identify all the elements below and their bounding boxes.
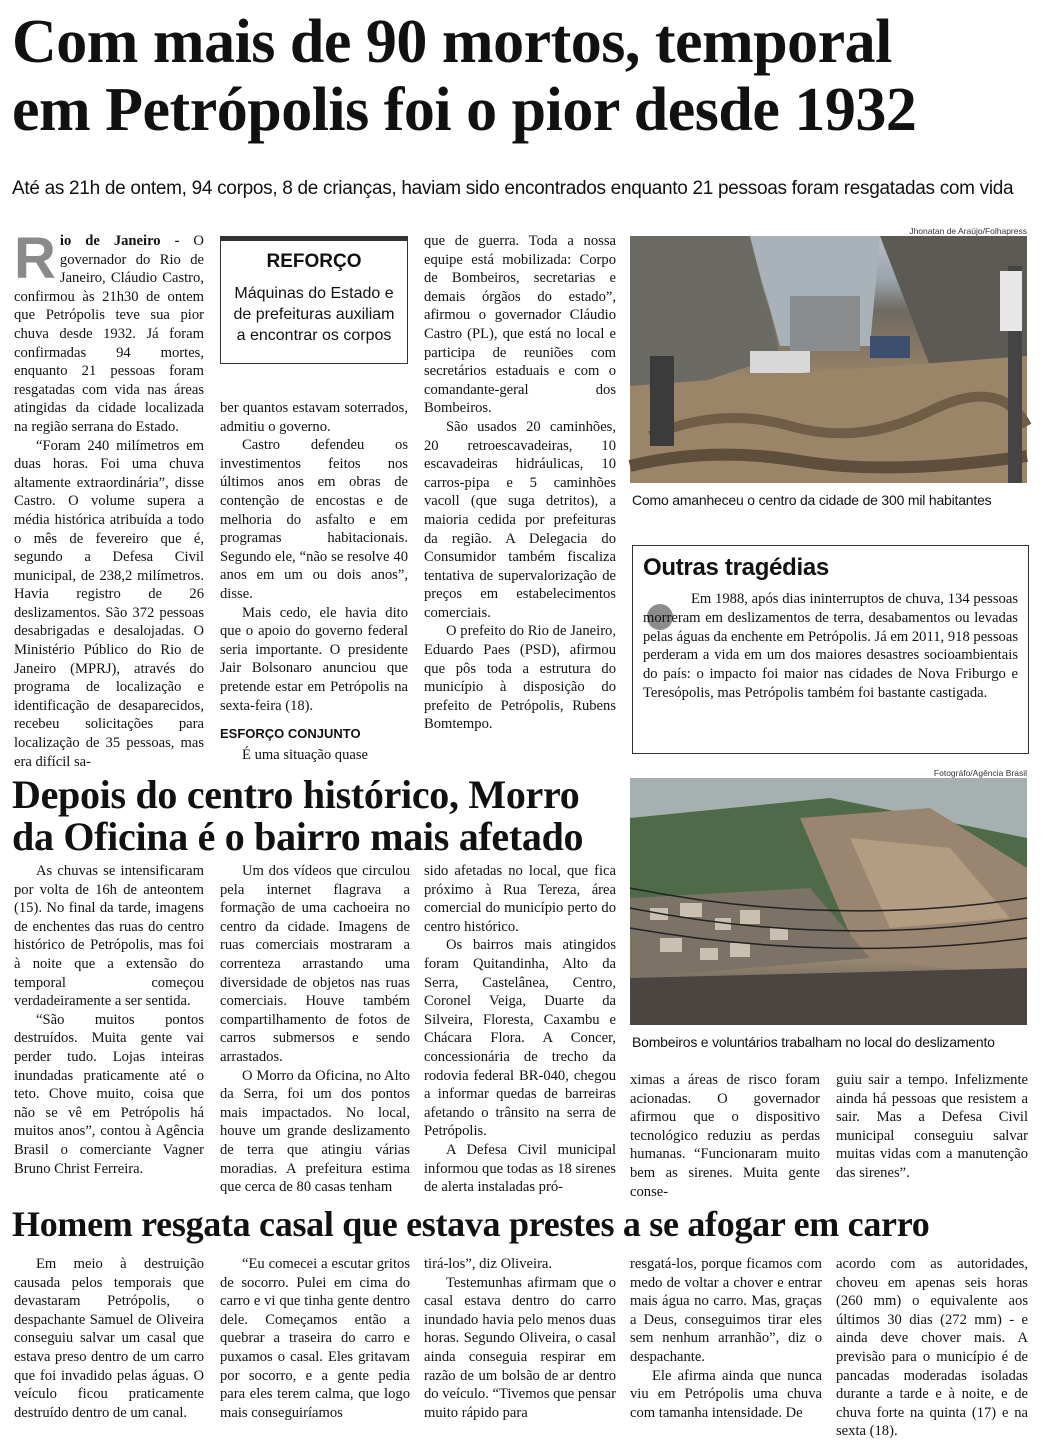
story3-paragraph: Ele afirma ainda que nunca viu em Petrópolis uma chuva com tamanha intensidade. De bbox=[630, 1367, 822, 1421]
story2-paragraph: ximas a áreas de risco foram acionadas. O governador afirmou que o dispositivo tecnológico reduziu as perdas humanas. “Funcionaram muito bem as sirenes. Muita gente conse- bbox=[630, 1072, 820, 1200]
story1-column-3 bbox=[424, 232, 616, 757]
story1-paragraph: que de guerra. Toda a nossa equipe está mobilizada: Corpo de Bombeiros, secretarias e demais órgãos do estado”, afirmou o governador Cláudio Castro (PL), que está no local e participa de reuniões com secretários estaduais e com o comandante-geral dos Bombeiros. bbox=[424, 233, 616, 417]
story2-column-5 bbox=[836, 1071, 1028, 1186]
story3-paragraph: Em meio à destruição causada pelos temporais que devastaram Petrópolis, o despachante Samuel de Oliveira conseguiu salvar um casal que estava preso dentro de um carro que foi invadido pelas águas. O veículo ficou praticamente destruído dentro de um canal. bbox=[14, 1256, 204, 1421]
story3-column-1 bbox=[14, 1255, 204, 1427]
story3-column-3 bbox=[424, 1255, 616, 1427]
story1-column-1 bbox=[14, 226, 204, 770]
story2-title-line-2: da Oficina é o bairro mais afetado bbox=[12, 814, 584, 859]
outras-title: Outras tragédias bbox=[643, 554, 829, 581]
headline-line-1: Com mais de 90 mortos, temporal bbox=[12, 8, 892, 76]
story1-paragraph: O prefeito do Rio de Janeiro, Eduardo Paes (PSD), afirmou que pôs toda a estrutura do município à disposição do prefeito de Petrópolis, Rubens Bomtempo. bbox=[424, 623, 616, 733]
story2-column-1 bbox=[14, 862, 204, 1184]
landslide-illustration bbox=[630, 778, 1027, 1025]
section-subtitle: ESFORÇO CONJUNTO bbox=[220, 726, 361, 742]
street-scene-illustration bbox=[630, 236, 1027, 483]
story1-paragraph: Castro defendeu os investimentos feitos nos últimos anos em obras de contenção de encostas e de melhoria do asfalto e em programas habitacionais. Segundo ele, “não se resolve 40 anos em um ou dois anos”, disse. bbox=[220, 437, 408, 602]
story1-lead-paragraph bbox=[14, 226, 204, 437]
story3-column-5 bbox=[836, 1255, 1028, 1440]
story3-headline bbox=[12, 1204, 1032, 1244]
story2-paragraph: “São muitos pontos destruídos. Muita gente vai perder tudo. Lojas inteiras inundadas praticamente até o teto. Chove muito, coisa que não se vê em Petrópolis há muitos anos”, contou à Agência Brasil o comerciante Vagner Bruno Christ Ferreira. bbox=[14, 1011, 204, 1177]
photo2-caption: Bombeiros e voluntários trabalham no local do deslizamento bbox=[632, 1034, 995, 1050]
story3-title: Homem resgata casal que estava prestes a se afogar em carro bbox=[12, 1204, 930, 1244]
dateline: io de Janeiro - bbox=[59, 233, 180, 249]
story1-column-2 bbox=[220, 399, 408, 763]
story2-paragraph: Os bairros mais atingidos foram Quitandinha, Alto da Serra, Castelânea, Centro, Coronel Veiga, Duarte da Silveira, Floresta, Caxambu e Chácara Flora. A Concer, concessionária de trecho da rodovia federal BR-040, chegou a informar quedas de barreiras afetando o trânsito na serra de Petrópolis. bbox=[424, 937, 616, 1140]
lead-text: O governador do Rio de Janeiro, Cláudio Castro, confirmou às 21h30 de ontem que Petrópolis teve sua pior chuva desde 1932. Já foram confirmadas 94 mortes, enquanto 21 pessoas foram resgatadas com vida nas áreas atingidas da cidade localizada na região serrana do Estado. bbox=[14, 233, 204, 435]
story2-paragraph: A Defesa Civil municipal informou que todas as 18 sirenes de alerta instaladas pró- bbox=[424, 1141, 616, 1196]
story2-paragraph: As chuvas se intensificaram por volta de 16h de anteontem (15). No final da tarde, imagens de enchentes das ruas do centro histórico de Petrópolis, mas foi à noite que a extensão do temporal começou verdadeiramente a ser sentida. bbox=[14, 863, 204, 1010]
main-headline bbox=[12, 8, 1032, 144]
story1-paragraph: “Foram 240 milímetros em duas horas. Foi uma chuva altamente extraordinária”, disse Castro. O volume supera a média histórica atribuída a todo o mês de fevereiro que é, segundo a Defesa Civil municipal, de 238,2 milímetros. Havia registro de 26 deslizamentos. São 372 pessoas desabrigadas e desalojadas. O Ministério Público do Rio de Janeiro (MPRJ), através do programa de localização e identificação de desaparecidos, recebeu solicitações para localização de 35 pessoas, mas era difícil sa- bbox=[14, 437, 204, 770]
photo-flooded-street bbox=[630, 236, 1027, 483]
photo-landslide bbox=[630, 778, 1027, 1025]
story2-paragraph: guiu sair a tempo. Infelizmente ainda há pessoas que resistem a sair. Mas a Defesa Civil municipal conseguiu salvar muitas vidas com a manutenção das sirenes”. bbox=[836, 1072, 1028, 1181]
story1-paragraph: É uma situação quase bbox=[242, 746, 369, 763]
story3-paragraph: Testemunhas afirmam que o casal estava dentro do carro inundado havia pelo menos duas horas. Segundo Oliveira, o casal ainda conseguia respirar em razão de um bolsão de ar dentro do veículo. “Tivemos que pensar muito rápido para bbox=[424, 1274, 616, 1421]
reforco-text: Máquinas do Estado e de prefeituras auxiliam a encontrar os corpos bbox=[233, 285, 395, 344]
story3-paragraph: acordo com as autoridades, choveu em apenas seis horas (260 mm) o equivalente aos últimos 30 dias (272 mm) - e ainda deve chover mais. A previsão para o município é de pancadas moderadas isoladas durante a tarde e à noite, e de chuva forte na quinta (17) e na sexta (18). bbox=[836, 1256, 1028, 1440]
dropcap: R bbox=[14, 226, 56, 291]
story3-paragraph: resgatá-los, porque ficamos com medo de voltar a chover e entrar mais água no carro. Mas, graças a Deus, conseguimos tirar eles sem nenhum arranhão”, diz o despachante. bbox=[630, 1256, 822, 1365]
story3-column-2 bbox=[220, 1255, 410, 1427]
story3-column-4 bbox=[630, 1255, 822, 1427]
story3-paragraph: “Eu comecei a escutar gritos de socorro. Pulei em cima do carro e vi que tinha gente dentro dele. Começamos então a quebrar a traseira do carro e puxamos o casal. Eles gritavam por socorro, e a gente pedia para eles terem calma, que logo mais conseguiríamos bbox=[220, 1256, 410, 1421]
story1-paragraph: São usados 20 caminhões, 20 retroescavadeiras, 10 escavadeiras hidráulicas, 10 carros-pipa e 5 caminhões vacoll (que suga detritos), a maioria cedida por prefeituras da região. A Delegacia do Consumidor também fiscaliza tentativa de supervalorização de preços em estabelecimentos comerciais. bbox=[424, 418, 616, 621]
story2-paragraph: sido afetadas no local, que fica próximo à Rua Tereza, área comercial do município perto do centro histórico. bbox=[424, 863, 616, 935]
outras-text: Em 1988, após dias ininterruptos de chuva, 134 pessoas morreram em deslizamentos de terra, desabamentos ou levadas pelas águas da enchente em Petrópolis. Já em 2011, 918 pessoas perderam a vida em um dos maiores desastres socioambientais do país: o impacto foi maior nas cidades de Nova Friburgo e Teresópolis, mas Petrópolis também foi bastante castigada. bbox=[643, 591, 1018, 701]
story2-paragraph: O Morro da Oficina, no Alto da Serra, foi um dos pontos mais impactados. No local, houve um grande deslizamento de terra que atingiu várias moradias. A prefeitura estima que cerca de 80 casas tenham bbox=[220, 1067, 410, 1196]
story2-headline bbox=[12, 774, 622, 858]
story2-column-4 bbox=[630, 1071, 820, 1200]
story1-paragraph: ber quantos estavam soterrados, admitiu o governo. bbox=[220, 400, 408, 435]
story2-paragraph: Um dos vídeos que circulou pela internet flagrava a formação de uma cachoeira no centro da cidade. Imagens de ruas comerciais mostraram a correnteza arrastando uma diversidade de objetos nas ruas comerciais. Houve também compartilhamento de fotos de carros submersos e sendo arrastados. bbox=[220, 863, 410, 1065]
headline-line-2: em Petrópolis foi o pior desde 1932 bbox=[12, 76, 917, 144]
photo1-credit: Jhonatan de Araújo/Folhapress bbox=[909, 226, 1027, 236]
story3-paragraph: tirá-los”, diz Oliveira. bbox=[424, 1256, 553, 1272]
subhead-text: Até as 21h de ontem, 94 corpos, 8 de crianças, haviam sido encontrados enquanto 21 pessoas foram resgatadas com vida bbox=[12, 178, 1014, 199]
photo2-credit: Fotográfo/Agência Brasil bbox=[933, 768, 1027, 778]
outras-tragedias-box bbox=[632, 545, 1029, 754]
reforco-box bbox=[220, 236, 408, 364]
story1-paragraph: Mais cedo, ele havia dito que o apoio do governo federal seria importante. O presidente Jair Bolsonaro anunciou que pretende estar em Petrópolis na sexta-feira (18). bbox=[220, 604, 408, 714]
subhead bbox=[12, 178, 1032, 200]
story2-column-2 bbox=[220, 862, 410, 1196]
story2-column-3 bbox=[424, 862, 616, 1196]
reforco-title: REFORÇO bbox=[266, 251, 362, 272]
photo1-caption: Como amanheceu o centro da cidade de 300 mil habitantes bbox=[632, 492, 992, 508]
story2-title-line-1: Depois do centro histórico, Morro bbox=[12, 772, 580, 817]
